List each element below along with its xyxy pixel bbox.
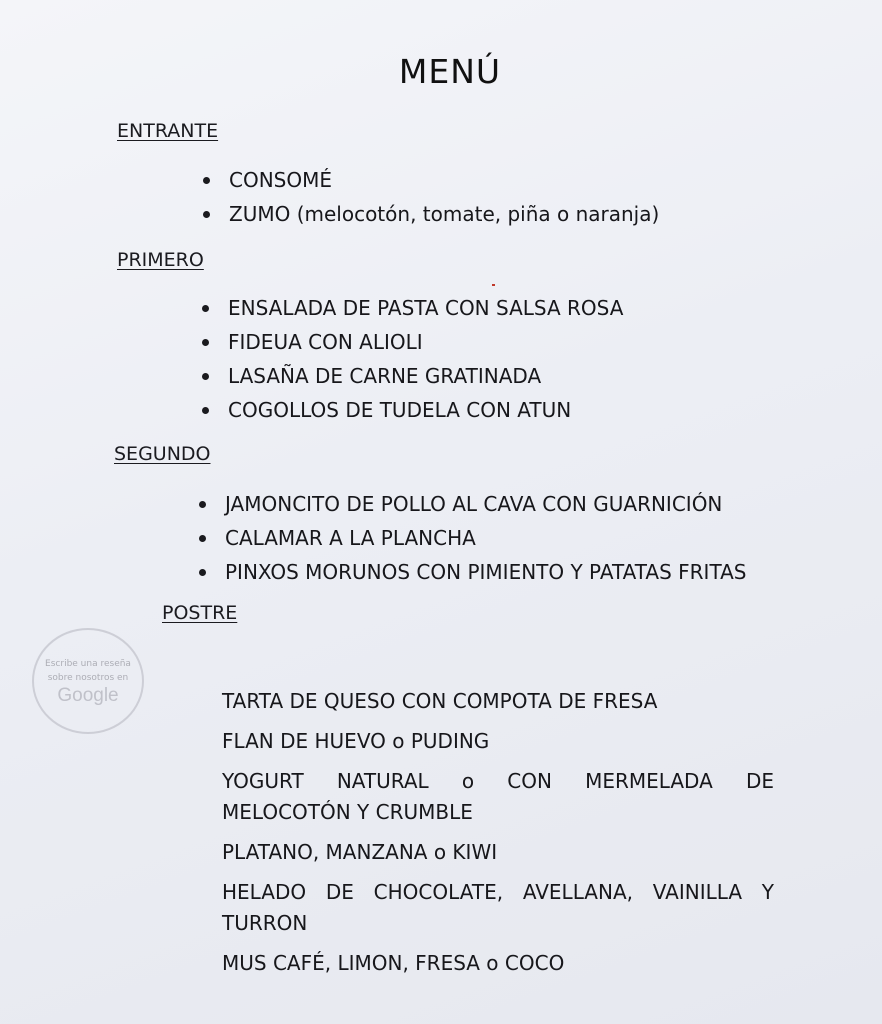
bullet-icon [199,535,206,542]
bullet-icon [199,569,206,576]
list-item: COGOLLOS DE TUDELA CON ATUN [228,393,623,427]
list-item: LASAÑA DE CARNE GRATINADA [228,359,623,393]
list-item: MUS CAFÉ, LIMON, FRESA o COCO [222,951,565,975]
section-heading-postre: POSTRE [162,602,238,624]
bullet-icon [202,407,209,414]
google-review-stamp [32,628,144,734]
stamp-line-2: sobre nosotros en [47,673,129,683]
bullet-icon [202,339,209,346]
red-ink-mark [492,284,495,286]
list-item: ZUMO (melocotón, tomate, piña o naranja) [229,197,659,231]
primero-list [228,291,623,427]
section-heading-primero: PRIMERO [117,249,204,271]
bullet-icon [202,305,209,312]
bullet-icon [203,211,210,218]
list-item: FIDEUA CON ALIOLI [228,325,623,359]
bullet-icon [199,501,206,508]
stamp-line-1: Escribe una reseña [45,659,131,669]
bullet-icon [203,177,210,184]
list-item: ENSALADA DE PASTA CON SALSA ROSA [228,291,623,325]
list-item: PLATANO, MANZANA o KIWI [222,840,498,864]
postre-list [222,686,774,988]
list-item: CALAMAR A LA PLANCHA [225,521,747,555]
bullet-icon [202,373,209,380]
list-item: HELADO DE CHOCOLATE, AVELLANA, VAINILLA Y TURRON [222,880,774,935]
list-item: CONSOMÉ [229,163,659,197]
section-heading-segundo: SEGUNDO [114,443,211,465]
list-item: FLAN DE HUEVO o PUDING [222,729,490,753]
list-item: PINXOS MORUNOS CON PIMIENTO Y PATATAS FRITAS [225,555,747,589]
list-item: TARTA DE QUESO CON COMPOTA DE FRESA [222,689,658,713]
entrante-list [229,163,659,231]
section-heading-entrante: ENTRANTE [117,120,219,142]
list-item: JAMONCITO DE POLLO AL CAVA CON GUARNICIÓN [225,487,747,521]
list-item: YOGURT NATURAL o CON MERMELADA DE MELOCOTÓN Y CRUMBLE [222,769,774,824]
segundo-list [225,487,747,589]
page-title: MENÚ [398,52,502,91]
google-logo: Google [57,685,119,706]
